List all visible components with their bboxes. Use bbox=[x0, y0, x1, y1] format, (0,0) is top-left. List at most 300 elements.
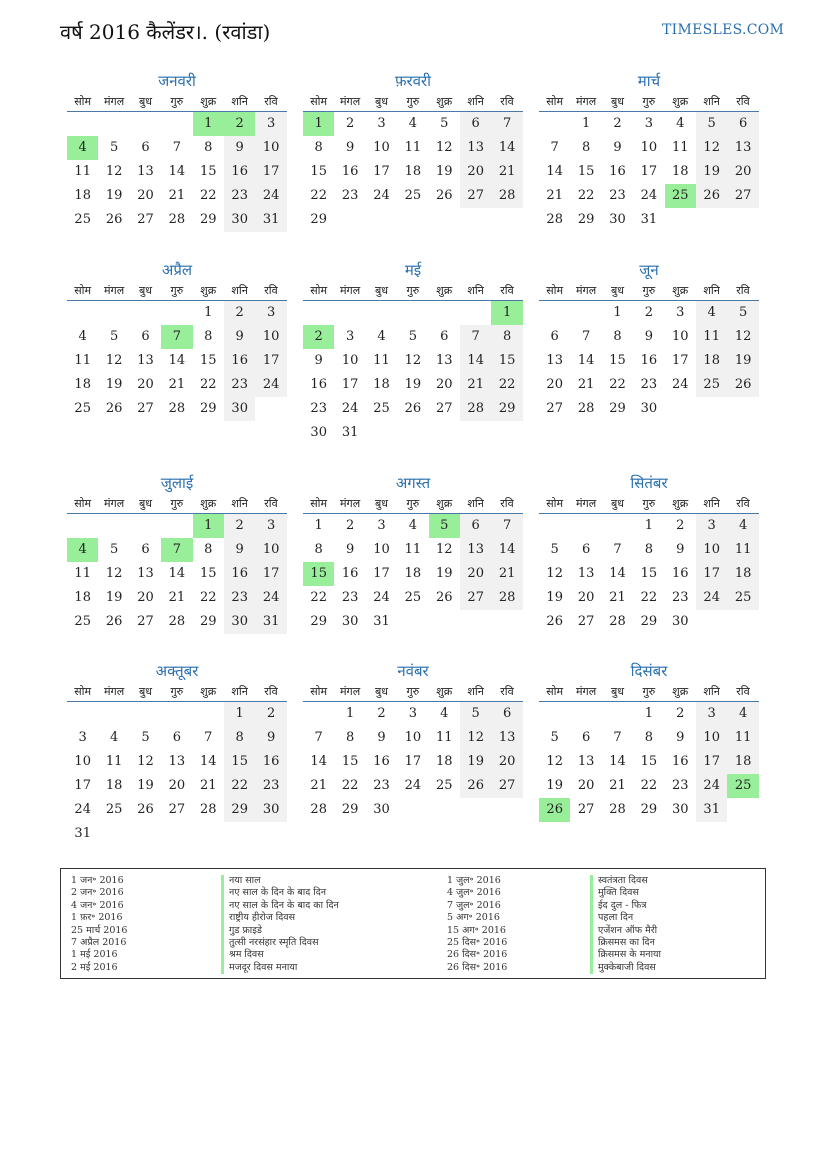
day-cell: 15 bbox=[577, 164, 595, 179]
weekday-label: सोम bbox=[74, 497, 92, 510]
day-cell: 10 bbox=[640, 140, 658, 155]
day-cell: 23 bbox=[609, 188, 626, 203]
day-cell: 9 bbox=[613, 140, 622, 155]
day-cell: 22 bbox=[640, 590, 658, 605]
day-cell: 10 bbox=[696, 726, 727, 750]
weekday-label: शनि bbox=[231, 497, 248, 510]
day-cell: 11 bbox=[727, 538, 758, 562]
weekday-label: शुक्र bbox=[672, 685, 689, 698]
month-block bbox=[539, 259, 759, 445]
weekday-label: गुरु bbox=[406, 95, 420, 108]
day-cell: 24 bbox=[255, 184, 286, 208]
holiday-date: 1 मई 2016 bbox=[71, 949, 118, 961]
day-cell: 5 bbox=[109, 542, 119, 557]
day-cell: 11 bbox=[727, 726, 758, 750]
day-cell: 18 bbox=[404, 566, 422, 581]
holiday-name: पहला दिन bbox=[590, 912, 661, 924]
day-cell: 7 bbox=[460, 325, 491, 349]
holiday-name: एजेंशन ऑफ मैरी bbox=[590, 925, 661, 937]
day-cell: 16 bbox=[224, 160, 255, 184]
day-cell: 24 bbox=[74, 802, 91, 817]
day-cell: 12 bbox=[105, 353, 123, 368]
day-cell: 26 bbox=[460, 774, 491, 798]
day-cell: 7 bbox=[172, 140, 182, 155]
day-cell: 25 bbox=[74, 614, 91, 629]
day-cell: 7 bbox=[491, 112, 522, 136]
day-cell: 17 bbox=[672, 353, 689, 368]
day-cell: 29 bbox=[640, 614, 658, 629]
holiday-names-left bbox=[221, 875, 339, 974]
weekday-label: मंगल bbox=[339, 497, 361, 510]
day-cell: 22 bbox=[200, 188, 217, 203]
day-cell: 8 bbox=[491, 325, 522, 349]
weekday-label: बुध bbox=[374, 284, 388, 297]
holiday-date: 2 मई 2016 bbox=[71, 961, 118, 973]
weekday-label: रवि bbox=[736, 95, 750, 108]
day-cell: 12 bbox=[436, 542, 453, 557]
day-cell: 20 bbox=[577, 778, 595, 793]
weekday-label: गुरु bbox=[406, 497, 420, 510]
day-cell: 11 bbox=[74, 164, 91, 179]
day-cell: 8 bbox=[314, 542, 323, 557]
holiday-name: गुड फ्राइडे bbox=[221, 925, 339, 937]
day-cell: 19 bbox=[105, 377, 123, 392]
day-cell: 19 bbox=[460, 750, 491, 774]
weekday-label: बुध bbox=[610, 685, 624, 698]
weekday-header bbox=[539, 494, 759, 514]
day-cell: 11 bbox=[373, 353, 390, 368]
day-cell: 27 bbox=[460, 586, 491, 610]
day-cell: 31 bbox=[255, 610, 286, 634]
day-cell: 29 bbox=[341, 802, 359, 817]
day-cell: 17 bbox=[696, 750, 727, 774]
holiday-name: राष्ट्रीय हीरोज दिवस bbox=[221, 912, 339, 924]
weekday-label: गुरु bbox=[170, 497, 184, 510]
day-cell: 1 bbox=[613, 305, 622, 320]
day-cell: 20 bbox=[577, 590, 595, 605]
weekday-label: मंगल bbox=[575, 284, 597, 297]
day-cell: 30 bbox=[310, 425, 327, 440]
day-cell: 5 bbox=[550, 542, 559, 557]
day-cell: 12 bbox=[105, 164, 123, 179]
day-cell: 20 bbox=[460, 160, 491, 184]
day-cell: 6 bbox=[440, 329, 449, 344]
day-cell: 21 bbox=[168, 590, 186, 605]
weekday-label: सोम bbox=[74, 685, 92, 698]
day-cell: 1 bbox=[193, 112, 224, 136]
day-cell: 19 bbox=[696, 160, 727, 184]
day-cell: 27 bbox=[546, 401, 563, 416]
holiday-date: 2 जन॰ 2016 bbox=[71, 887, 124, 899]
day-cell: 1 bbox=[204, 305, 213, 320]
day-cell: 29 bbox=[200, 212, 217, 227]
day-cell: 26 bbox=[436, 188, 453, 203]
weekday-header bbox=[67, 494, 287, 514]
day-cell: 12 bbox=[436, 140, 453, 155]
month-block bbox=[303, 660, 523, 846]
weekday-header bbox=[303, 494, 523, 514]
day-cell: 20 bbox=[546, 377, 563, 392]
day-cell: 21 bbox=[609, 778, 626, 793]
weekday-label: गुरु bbox=[170, 95, 184, 108]
day-cell: 11 bbox=[672, 140, 689, 155]
day-cell: 18 bbox=[727, 750, 758, 774]
weekday-label: मंगल bbox=[575, 95, 597, 108]
weekday-label: बुध bbox=[610, 284, 624, 297]
day-cell: 2 bbox=[345, 518, 355, 533]
day-cell: 13 bbox=[460, 538, 491, 562]
weekday-label: शनि bbox=[231, 95, 248, 108]
weekday-label: सोम bbox=[74, 284, 92, 297]
day-cell: 6 bbox=[460, 112, 491, 136]
day-cell: 21 bbox=[460, 373, 491, 397]
day-cell: 27 bbox=[137, 614, 154, 629]
day-cell: 10 bbox=[404, 730, 422, 745]
weekday-label: रवि bbox=[500, 685, 514, 698]
day-cell: 17 bbox=[640, 164, 658, 179]
day-cell: 16 bbox=[224, 562, 255, 586]
weekday-label: मंगल bbox=[103, 284, 125, 297]
day-cell: 30 bbox=[640, 401, 658, 416]
day-cell: 25 bbox=[74, 401, 91, 416]
day-cell: 2 bbox=[224, 514, 255, 538]
day-cell: 5 bbox=[440, 116, 449, 131]
weekday-label: शुक्र bbox=[672, 497, 689, 510]
day-cell: 1 bbox=[644, 706, 654, 721]
weekday-label: शुक्र bbox=[436, 685, 453, 698]
day-cell: 26 bbox=[105, 212, 123, 227]
weekday-label: रवि bbox=[500, 95, 514, 108]
day-cell: 16 bbox=[224, 349, 255, 373]
day-cell: 18 bbox=[373, 377, 390, 392]
day-cell: 4 bbox=[67, 538, 98, 562]
weekday-label: शनि bbox=[703, 685, 720, 698]
month-block bbox=[303, 70, 523, 256]
day-cell: 18 bbox=[74, 188, 91, 203]
day-cell: 21 bbox=[546, 188, 563, 203]
holiday-date: 26 दिस॰ 2016 bbox=[447, 949, 508, 961]
day-cell: 31 bbox=[373, 614, 390, 629]
day-cell: 10 bbox=[255, 136, 286, 160]
holiday-names-right bbox=[590, 875, 661, 974]
day-cell: 24 bbox=[672, 377, 689, 392]
month-name: जुलाई bbox=[160, 474, 194, 492]
weekday-label: बुध bbox=[138, 497, 152, 510]
day-cell: 5 bbox=[109, 140, 119, 155]
day-cell: 19 bbox=[105, 188, 123, 203]
weekday-header bbox=[67, 281, 287, 301]
day-cell: 13 bbox=[491, 726, 522, 750]
day-cell: 20 bbox=[436, 377, 453, 392]
day-cell: 2 bbox=[676, 518, 685, 533]
holiday-name: क्रिसमस का दिन bbox=[590, 937, 661, 949]
weekday-label: रवि bbox=[264, 497, 278, 510]
day-cell: 2 bbox=[345, 116, 355, 131]
day-cell: 7 bbox=[491, 514, 522, 538]
day-cell: 10 bbox=[74, 754, 91, 769]
day-cell: 30 bbox=[224, 397, 255, 421]
day-cell: 28 bbox=[491, 586, 522, 610]
day-cell: 14 bbox=[609, 754, 626, 769]
month-name: मई bbox=[404, 261, 422, 279]
day-cell: 24 bbox=[696, 586, 727, 610]
day-cell: 21 bbox=[310, 778, 327, 793]
day-cell: 29 bbox=[310, 614, 327, 629]
holiday-name: नए साल के दिन के बाद का दिन bbox=[221, 900, 339, 912]
day-cell: 20 bbox=[491, 750, 522, 774]
weekday-label: शनि bbox=[467, 685, 484, 698]
day-cell: 1 bbox=[193, 514, 224, 538]
day-cell: 18 bbox=[672, 164, 689, 179]
month-name: मार्च bbox=[637, 72, 661, 90]
day-grid bbox=[67, 514, 287, 658]
day-cell: 30 bbox=[609, 212, 626, 227]
day-cell: 21 bbox=[609, 590, 626, 605]
day-cell: 13 bbox=[577, 754, 595, 769]
day-cell: 26 bbox=[546, 614, 563, 629]
weekday-label: शनि bbox=[231, 685, 248, 698]
day-cell: 21 bbox=[491, 160, 522, 184]
day-cell: 10 bbox=[255, 538, 286, 562]
weekday-label: गुरु bbox=[170, 284, 184, 297]
day-cell: 22 bbox=[200, 377, 217, 392]
day-cell: 25 bbox=[696, 373, 727, 397]
holiday-date: 4 जुल॰ 2016 bbox=[447, 887, 501, 899]
day-cell: 7 bbox=[204, 730, 213, 745]
day-cell: 3 bbox=[255, 514, 286, 538]
holiday-dates-left bbox=[71, 875, 127, 974]
day-cell: 28 bbox=[609, 614, 626, 629]
day-cell: 14 bbox=[609, 566, 626, 581]
weekday-header bbox=[67, 92, 287, 112]
day-cell: 30 bbox=[224, 610, 255, 634]
day-cell: 13 bbox=[727, 136, 758, 160]
day-cell: 15 bbox=[200, 164, 217, 179]
weekday-label: रवि bbox=[736, 284, 750, 297]
weekday-label: मंगल bbox=[575, 685, 597, 698]
weekday-header bbox=[303, 281, 523, 301]
day-cell: 18 bbox=[74, 590, 91, 605]
weekday-header bbox=[303, 92, 523, 112]
month-block bbox=[303, 472, 523, 658]
day-cell: 2 bbox=[644, 305, 654, 320]
day-cell: 5 bbox=[429, 514, 460, 538]
day-cell: 21 bbox=[168, 377, 186, 392]
month-name: अगस्त bbox=[395, 474, 431, 492]
weekday-label: रवि bbox=[264, 95, 278, 108]
weekday-label: मंगल bbox=[103, 497, 125, 510]
day-cell: 18 bbox=[74, 377, 91, 392]
day-cell: 26 bbox=[137, 802, 154, 817]
day-cell: 22 bbox=[577, 188, 595, 203]
day-cell: 12 bbox=[546, 754, 563, 769]
day-cell: 16 bbox=[672, 566, 689, 581]
day-cell: 24 bbox=[373, 590, 390, 605]
day-cell: 26 bbox=[105, 614, 123, 629]
day-cell: 16 bbox=[609, 164, 626, 179]
weekday-label: रवि bbox=[264, 284, 278, 297]
day-cell: 9 bbox=[644, 329, 654, 344]
day-cell: 24 bbox=[255, 586, 286, 610]
day-cell: 3 bbox=[377, 518, 386, 533]
day-grid bbox=[67, 301, 287, 445]
day-cell: 8 bbox=[644, 542, 654, 557]
weekday-label: मंगल bbox=[103, 95, 125, 108]
day-cell: 14 bbox=[491, 538, 522, 562]
day-cell: 28 bbox=[460, 397, 491, 421]
day-cell: 2 bbox=[613, 116, 622, 131]
day-cell: 7 bbox=[161, 538, 192, 562]
day-grid bbox=[539, 112, 759, 256]
holiday-dates-right bbox=[447, 875, 507, 974]
day-cell: 9 bbox=[255, 726, 286, 750]
day-cell: 14 bbox=[168, 566, 186, 581]
weekday-label: गुरु bbox=[406, 685, 420, 698]
weekday-label: गुरु bbox=[642, 497, 656, 510]
day-cell: 6 bbox=[141, 542, 150, 557]
day-cell: 7 bbox=[161, 325, 192, 349]
day-cell: 18 bbox=[696, 349, 727, 373]
day-cell: 8 bbox=[204, 329, 213, 344]
day-cell: 23 bbox=[224, 586, 255, 610]
day-cell: 27 bbox=[168, 802, 186, 817]
day-cell: 17 bbox=[373, 566, 390, 581]
day-cell: 20 bbox=[137, 188, 154, 203]
day-cell: 15 bbox=[341, 754, 359, 769]
day-cell: 4 bbox=[676, 116, 685, 131]
day-cell: 11 bbox=[105, 754, 123, 769]
day-cell: 23 bbox=[255, 774, 286, 798]
day-cell: 7 bbox=[581, 329, 591, 344]
day-cell: 8 bbox=[204, 140, 213, 155]
day-cell: 25 bbox=[436, 778, 453, 793]
day-cell: 24 bbox=[255, 373, 286, 397]
day-cell: 10 bbox=[672, 329, 689, 344]
site-name[interactable]: TIMESLES.COM bbox=[662, 22, 785, 38]
day-cell: 19 bbox=[137, 778, 154, 793]
day-cell: 17 bbox=[373, 164, 390, 179]
holiday-name: मुक्केबाजी दिवस bbox=[590, 962, 661, 974]
day-cell: 13 bbox=[137, 164, 154, 179]
day-cell: 25 bbox=[404, 590, 422, 605]
weekday-label: रवि bbox=[736, 685, 750, 698]
holiday-date: 26 दिस॰ 2016 bbox=[447, 961, 508, 973]
holiday-name: क्रिसमस के मनाया bbox=[590, 949, 661, 961]
day-cell: 26 bbox=[727, 373, 758, 397]
day-cell: 1 bbox=[345, 706, 355, 721]
day-cell: 16 bbox=[672, 754, 689, 769]
weekday-label: रवि bbox=[500, 497, 514, 510]
holiday-name: नया साल bbox=[221, 875, 339, 887]
holiday-name: ईद दुल - फित्र bbox=[590, 900, 661, 912]
day-cell: 28 bbox=[168, 212, 186, 227]
day-cell: 20 bbox=[137, 377, 154, 392]
weekday-label: मंगल bbox=[339, 685, 361, 698]
day-cell: 4 bbox=[440, 706, 449, 721]
day-grid bbox=[303, 301, 523, 445]
month-block bbox=[539, 472, 759, 658]
day-cell: 26 bbox=[436, 590, 453, 605]
day-cell: 15 bbox=[200, 566, 217, 581]
weekday-label: गुरु bbox=[642, 685, 656, 698]
day-cell: 17 bbox=[255, 160, 286, 184]
day-cell: 24 bbox=[404, 778, 422, 793]
day-cell: 8 bbox=[644, 730, 654, 745]
day-cell: 2 bbox=[676, 706, 685, 721]
day-cell: 22 bbox=[609, 377, 626, 392]
month-name: दिसंबर bbox=[630, 662, 668, 680]
day-cell: 1 bbox=[303, 112, 334, 136]
holiday-date: 25 मार्च 2016 bbox=[71, 924, 128, 936]
day-cell: 31 bbox=[640, 212, 658, 227]
day-cell: 3 bbox=[676, 305, 685, 320]
weekday-label: शनि bbox=[467, 497, 484, 510]
day-cell: 26 bbox=[539, 798, 570, 822]
day-cell: 12 bbox=[137, 754, 154, 769]
day-cell: 19 bbox=[105, 590, 123, 605]
day-cell: 31 bbox=[74, 826, 91, 841]
weekday-label: मंगल bbox=[339, 95, 361, 108]
day-cell: 17 bbox=[341, 377, 359, 392]
day-cell: 15 bbox=[609, 353, 626, 368]
holiday-date: 1 जन॰ 2016 bbox=[71, 875, 124, 886]
day-grid bbox=[303, 112, 523, 256]
day-cell: 3 bbox=[78, 730, 87, 745]
day-cell: 15 bbox=[224, 750, 255, 774]
day-cell: 29 bbox=[200, 401, 217, 416]
holiday-date: 1 जुल॰ 2016 bbox=[447, 875, 501, 886]
weekday-header bbox=[539, 281, 759, 301]
day-cell: 30 bbox=[672, 614, 689, 629]
day-cell: 29 bbox=[310, 212, 327, 227]
day-cell: 8 bbox=[224, 726, 255, 750]
day-cell: 9 bbox=[224, 136, 255, 160]
weekday-label: शुक्र bbox=[672, 95, 689, 108]
day-cell: 5 bbox=[460, 702, 491, 726]
day-cell: 27 bbox=[137, 401, 154, 416]
day-cell: 8 bbox=[581, 140, 591, 155]
day-cell: 5 bbox=[408, 329, 418, 344]
weekday-label: शुक्र bbox=[200, 95, 217, 108]
weekday-label: शुक्र bbox=[200, 685, 217, 698]
day-cell: 14 bbox=[200, 754, 217, 769]
day-cell: 29 bbox=[640, 802, 658, 817]
day-cell: 18 bbox=[105, 778, 123, 793]
day-cell: 30 bbox=[224, 208, 255, 232]
weekday-label: गुरु bbox=[406, 284, 420, 297]
day-cell: 29 bbox=[224, 798, 255, 822]
day-cell: 10 bbox=[373, 542, 390, 557]
weekday-label: सोम bbox=[546, 497, 564, 510]
day-cell: 24 bbox=[373, 188, 390, 203]
day-cell: 30 bbox=[255, 798, 286, 822]
month-name: अप्रैल bbox=[161, 261, 193, 279]
holiday-name: श्रम दिवस bbox=[221, 949, 339, 961]
weekday-label: गुरु bbox=[642, 95, 656, 108]
day-cell: 28 bbox=[310, 802, 327, 817]
day-cell: 25 bbox=[373, 401, 390, 416]
day-cell: 14 bbox=[310, 754, 327, 769]
day-cell: 20 bbox=[460, 562, 491, 586]
weekday-label: सोम bbox=[310, 497, 328, 510]
weekday-label: सोम bbox=[546, 95, 564, 108]
weekday-label: मंगल bbox=[339, 284, 361, 297]
day-cell: 19 bbox=[404, 377, 422, 392]
day-cell: 29 bbox=[200, 614, 217, 629]
day-cell: 27 bbox=[460, 184, 491, 208]
month-name: नवंबर bbox=[397, 662, 429, 680]
day-cell: 9 bbox=[224, 325, 255, 349]
